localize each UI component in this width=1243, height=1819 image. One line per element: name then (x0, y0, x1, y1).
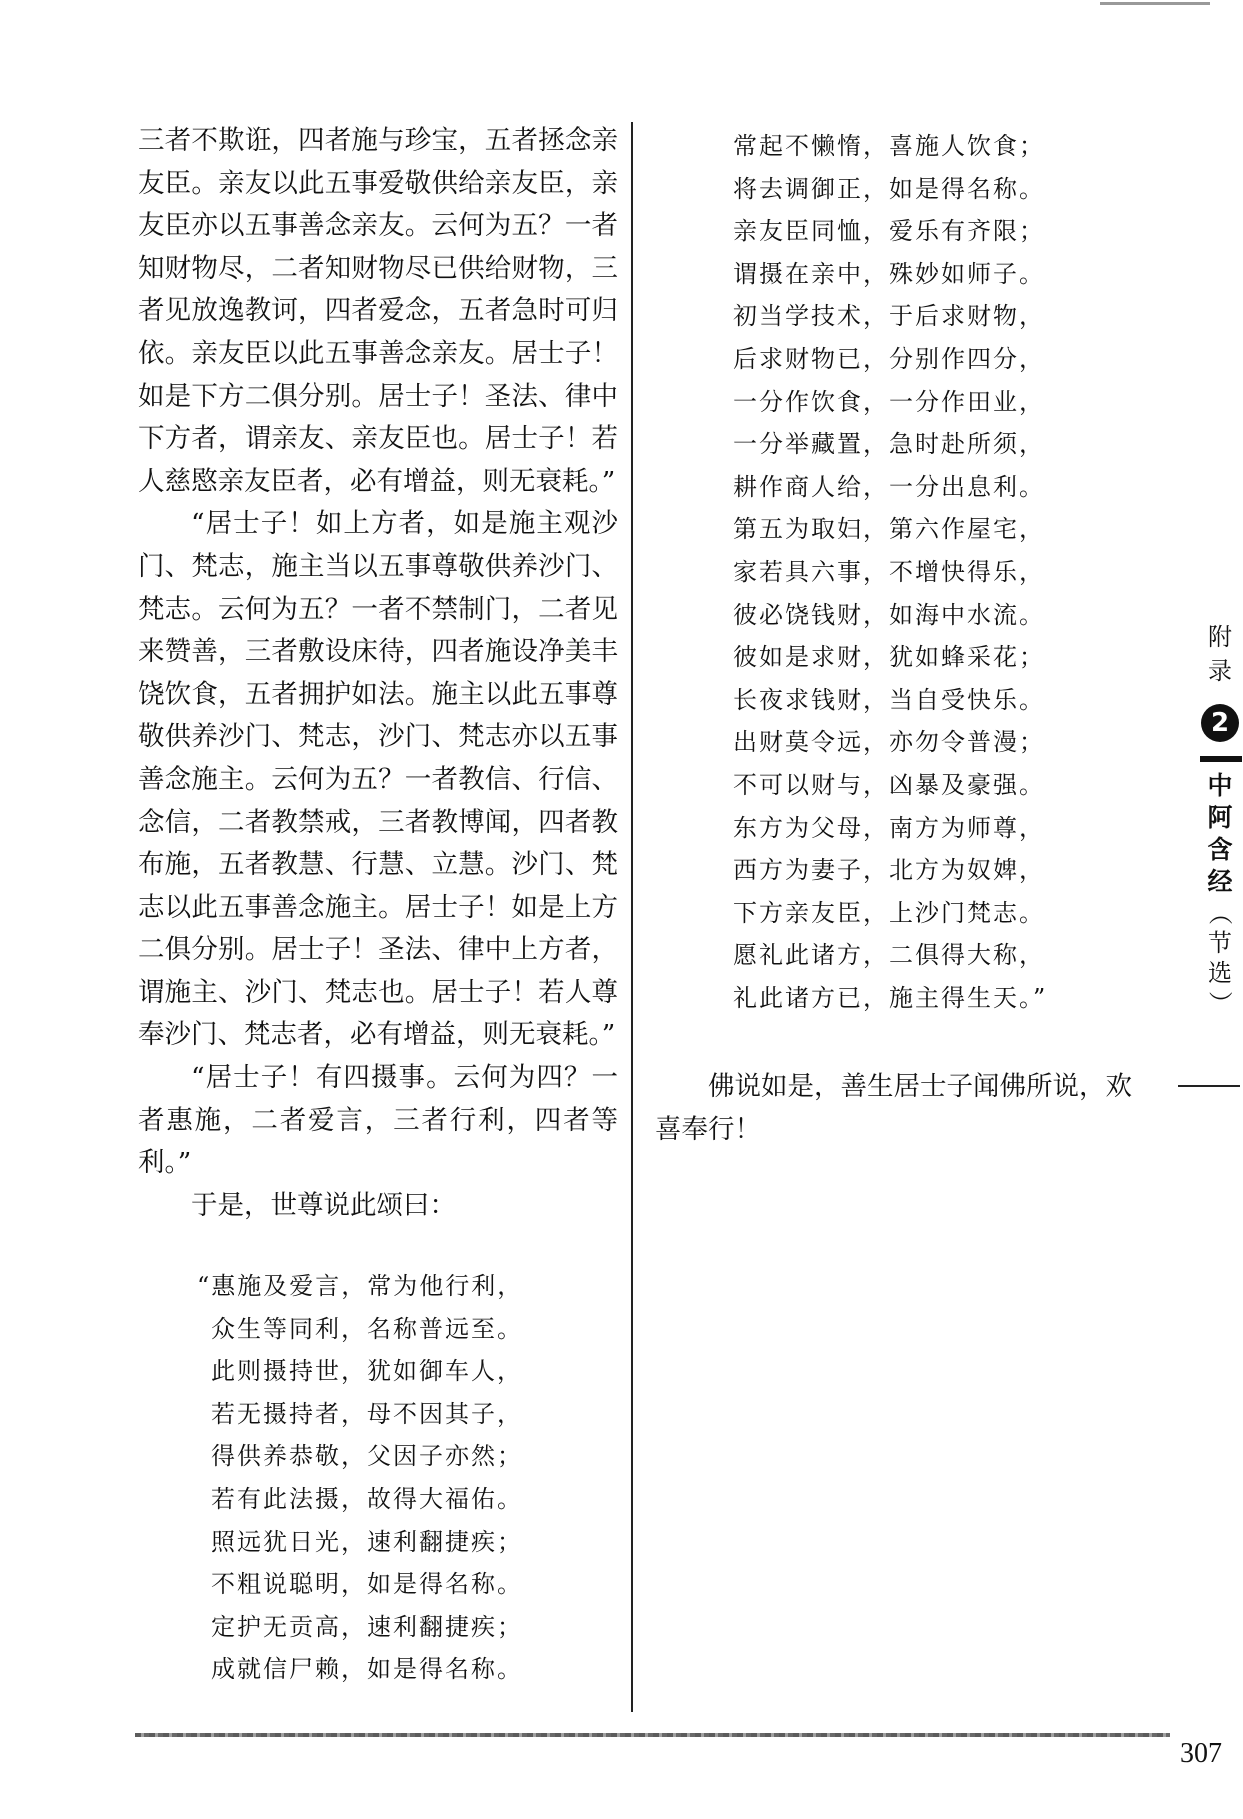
book-title-char: 中 (1207, 771, 1233, 800)
verse-line: 常起不懒惰，喜施人饮食； (733, 132, 1045, 160)
verse-line: 彼如是求财，犹如蜂采花； (733, 643, 1045, 672)
column-divider (631, 122, 633, 1712)
subtitle-char: 节 (1208, 929, 1232, 957)
paragraph-verse-intro: 于是，世尊说此颂曰： (191, 1189, 456, 1221)
verse-line: 彼必饶钱财，如海中水流。 (733, 600, 1045, 629)
book-title-char: 含 (1207, 835, 1233, 864)
verse-line: 若无摄持者，母不因其子， (211, 1399, 523, 1428)
verse-line: 东方为父母，南方为师尊， (733, 813, 1045, 842)
verse-line: 定护无贡高，速利翻捷疾； (211, 1612, 523, 1641)
appendix-number-badge: 2 (1201, 704, 1239, 742)
appendix-char: 附 (1208, 623, 1232, 651)
verse-line: 众生等同利，名称普远至。 (211, 1314, 523, 1343)
verse-line: 得供养恭敬，父因子亦然； (211, 1442, 523, 1471)
verse-line: 一分作饮食，一分作田业， (733, 387, 1045, 416)
paragraph-upper-direction: “居士子！如上方者，如是施主观沙门、梵志，施主当以五事尊敬供养沙门、梵志。云何为五？一者不禁制门，二者见来赞善，三者敷设床待，四者施设净美丰饶饮食，五者拥护如法。施主以此五事尊敬供养沙门、梵志，沙门、梵志亦以五事善念施主。云何为五？一者教信、行信、念信，二者教禁戒，三者教博闻，四者教布施，五者教慧、行慧、立慧。沙门、梵志以此五事善念施主。居士子！如是上方二俱分别。居士子！圣法、律中上方者，谓施主、沙门、梵志也。居士子！若人尊奉沙门、梵志者，必有增益，则无衰耗。” (138, 508, 618, 1051)
verse-line: 不可以财与，凶暴及豪强。 (733, 770, 1045, 799)
verse-right (733, 125, 1047, 1019)
verse-line: 照远犹日光，速利翻捷疾； (211, 1527, 523, 1556)
appendix-char: 录 (1208, 657, 1232, 685)
verse-line: 西方为妻子，北方为奴婢， (733, 856, 1045, 885)
book-title-char: 经 (1207, 867, 1233, 896)
verse-line: 愿礼此诸方，二俱得大称， (733, 941, 1045, 970)
closing-paragraph (655, 1066, 1135, 1151)
verse-line: 家若具六事，不增快得乐， (733, 557, 1045, 586)
closing-text: 佛说如是，善生居士子闻佛所说，欢喜奉行！ (655, 1071, 1132, 1145)
page-number: 307 (1180, 1738, 1222, 1769)
book-title-char: 阿 (1207, 803, 1233, 832)
left-column (138, 120, 618, 1227)
verse-line: 若有此法摄，故得大福佑。 (211, 1484, 523, 1513)
subtitle-char: 选 (1208, 959, 1232, 987)
side-tab (1200, 620, 1240, 1018)
verse-line: 此则摄持世，犹如御车人， (211, 1357, 523, 1386)
bottom-rule (135, 1733, 1170, 1737)
verse-line: 长夜求钱财，当自受快乐。 (733, 685, 1045, 714)
tab-bar (1200, 756, 1242, 762)
verse-line: 不粗说聪明，如是得名称。 (211, 1570, 523, 1599)
verse-line: 礼此诸方已，施主得生天。” (733, 983, 1048, 1012)
verse-line: 谓摄在亲中，殊妙如师子。 (733, 259, 1045, 288)
paragraph-four-means: “居士子！有四摄事。云何为四？一者惠施，二者爱言，三者行利，四者等利。” (138, 1062, 618, 1179)
open-paren: （ (1206, 901, 1234, 925)
verse-line: 亲友臣同恤，爱乐有齐限； (733, 217, 1045, 246)
verse-line: 初当学技术，于后求财物， (733, 302, 1045, 331)
verse-left (197, 1265, 523, 1691)
scan-artifact (1100, 2, 1210, 5)
side-rule (1178, 1085, 1240, 1087)
verse-line: 下方亲友臣，上沙门梵志。 (733, 898, 1045, 927)
verse-line: 成就信尸赖，如是得名称。 (211, 1655, 523, 1684)
verse-line: 出财莫令远，亦勿令普漫； (733, 728, 1045, 757)
verse-line: 第五为取妇，第六作屋宅， (733, 515, 1045, 544)
verse-line: 将去调御正，如是得名称。 (733, 174, 1045, 203)
verse-line: “惠施及爱言，常为他行利， (197, 1272, 524, 1300)
verse-line: 后求财物已，分别作四分， (733, 344, 1045, 373)
verse-line: 耕作商人给，一分出息利。 (733, 472, 1045, 501)
close-paren: ） (1206, 991, 1234, 1015)
paragraph-lower-direction: 三者不欺诳，四者施与珍宝，五者拯念亲友臣。亲友以此五事爱敬供给亲友臣，亲友臣亦以五事善念亲友。云何为五？一者知财物尽，二者知财物尽已供给财物，三者见放逸教诃，四者爱念，五者急时可归依。亲友臣以此五事善念亲友。居士子！如是下方二俱分别。居士子！圣法、律中下方者，谓亲友、亲友臣也。居士子！若人慈愍亲友臣者，必有增益，则无衰耗。” (138, 125, 618, 497)
verse-line: 一分举藏置，急时赴所须， (733, 430, 1045, 459)
